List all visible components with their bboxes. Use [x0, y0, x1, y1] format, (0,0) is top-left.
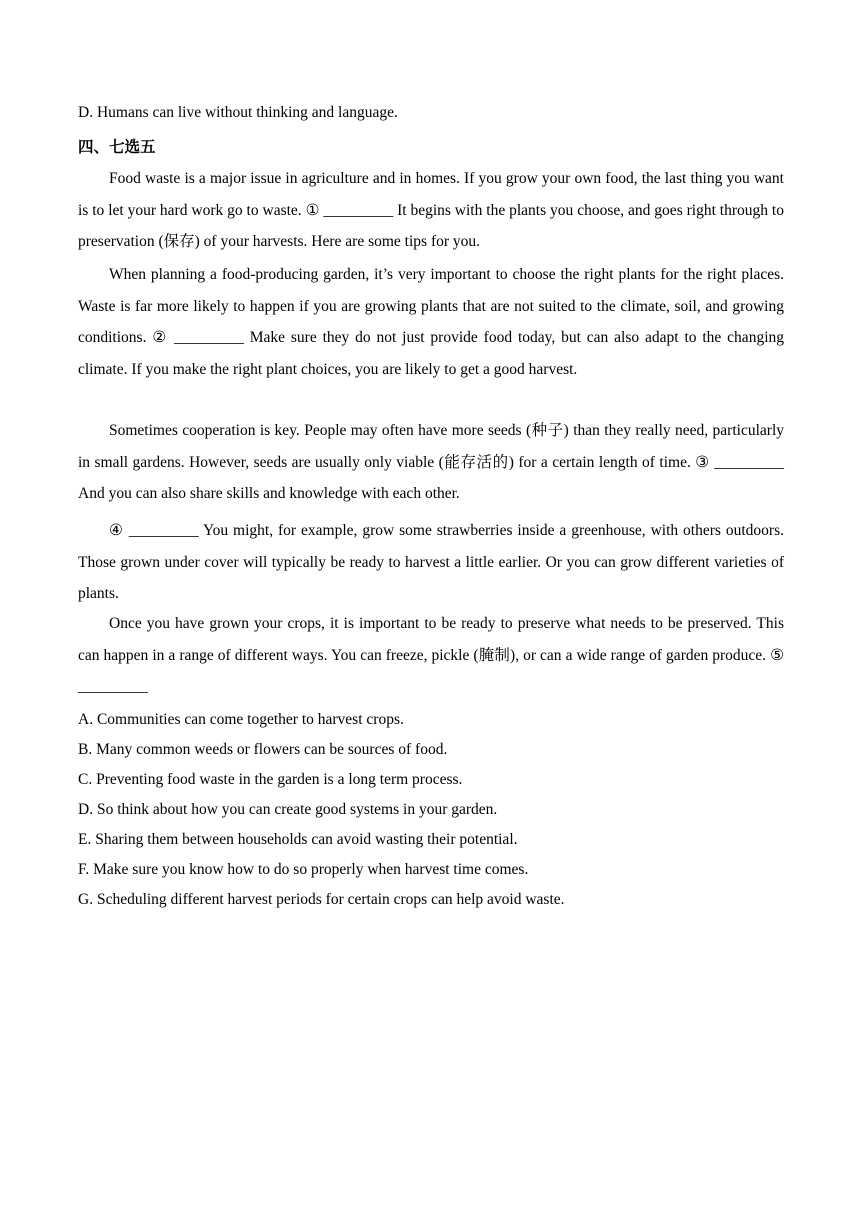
passage-paragraph-2: When planning a food-producing garden, it’s very important to choose the right plants for the right places. Waste is far more likely to happen if you are growing plants that are not suited to the climate, soil, and growing conditions. ② _________ Make sure they do not just provide food today, but can also adapt to the changing climate. If you make the right plant choices, you are likely to get a good harvest.	[78, 266, 784, 378]
option-g: G. Scheduling different harvest periods for certain crops can help avoid waste.	[78, 891, 565, 908]
passage-paragraph-4: ④ _________ You might, for example, grow some strawberries inside a greenhouse, with others outdoors. Those grown under cover will typically be ready to harvest a little earlier. Or you can grow different varieties of plants.	[78, 522, 784, 602]
option-d: D. So think about how you can create good systems in your garden.	[78, 801, 498, 818]
option-c: C. Preventing food waste in the garden is a long term process.	[78, 771, 463, 788]
passage-paragraph-5: Once you have grown your crops, it is important to be ready to preserve what needs to be preserved. This can happen in a range of different ways. You can freeze, pickle (腌制), or can a wide range of garden produce. ⑤ _________	[78, 615, 784, 695]
option-f: F. Make sure you know how to do so properly when harvest time comes.	[78, 861, 529, 878]
option-b: B. Many common weeds or flowers can be sources of food.	[78, 741, 448, 758]
option-a: A. Communities can come together to harvest crops.	[78, 711, 404, 728]
section-heading: 四、七选五	[78, 139, 156, 156]
passage-paragraph-1: Food waste is a major issue in agriculture and in homes. If you grow your own food, the last thing you want is to let your hard work go to waste. ① _________ It begins with the plants you choose, and goes right through to preservation (保存) of your harvests. Here are some tips for you.	[78, 170, 784, 250]
previous-option-d: D. Humans can live without thinking and language.	[78, 104, 398, 121]
passage-paragraph-3: Sometimes cooperation is key. People may often have more seeds (种子) than they really need, particularly in small gardens. However, seeds are usually only viable (能存活的) for a certain length of time. ③ _________ And you can also share skills and knowledge with each other.	[78, 422, 784, 502]
option-e: E. Sharing them between households can avoid wasting their potential.	[78, 831, 518, 848]
